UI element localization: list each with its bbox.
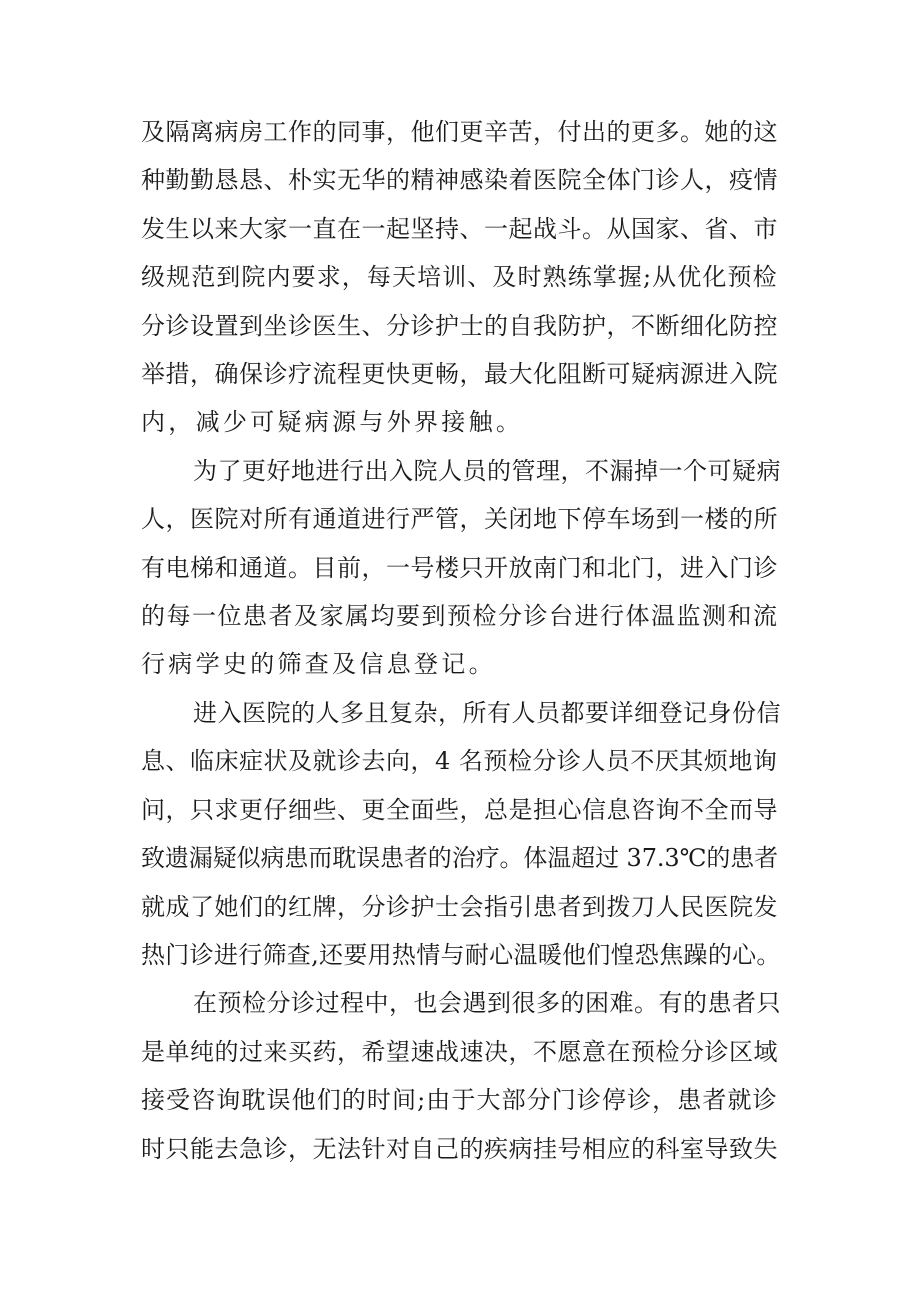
text-line: 时只能去急诊，无法针对自己的疾病挂号相应的科室导致失 (141, 1134, 778, 1163)
text-line: 人，医院对所有通道进行严管，关闭地下停车场到一楼的所 (141, 505, 778, 534)
paragraph-4 (141, 979, 781, 1173)
text-line: 级规范到院内要求，每天培训、及时熟练掌握;从优化预检 (141, 263, 778, 292)
text-line: 种勤勤恳恳、朴实无华的精神感染着医院全体门诊人，疫情 (141, 166, 778, 195)
text-line: 行病学史的筛查及信息登记。 (141, 650, 496, 679)
text-line: 就成了她们的红牌，分诊护士会指引患者到拨刀人民医院发 (141, 892, 778, 921)
text-line: 致遗漏疑似病患而耽误患者的治疗。体温超过 37.3℃的患者 (141, 844, 779, 873)
text-line-indented: 在预检分诊过程中，也会遇到很多的困难。有的患者只 (193, 989, 781, 1018)
paragraph-2 (141, 447, 781, 689)
paragraph-3 (141, 689, 781, 979)
text-line: 问，只求更仔细些、更全面些，总是担心信息咨询不全而导 (141, 795, 778, 824)
paragraph-1 (141, 108, 781, 447)
text-line: 热门诊进行筛查,还要用热情与耐心温暖他们惶恐焦躁的心。 (141, 940, 781, 969)
text-line: 发生以来大家一直在一起坚持、一起战斗。从国家、省、市 (141, 214, 778, 243)
text-line: 分诊设置到坐诊医生、分诊护士的自我防护，不断细化防控 (141, 311, 778, 340)
text-line: 内，减少可疑病源与外界接触。 (141, 408, 524, 437)
text-line: 接受咨询耽误他们的时间;由于大部分门诊停诊，患者就诊 (141, 1086, 778, 1115)
text-line-indented: 进入医院的人多且复杂，所有人员都要详细登记身份信 (193, 698, 781, 727)
text-line: 有电梯和通道。目前，一号楼只开放南门和北门，进入门诊 (141, 553, 778, 582)
text-line: 的每一位患者及家属均要到预检分诊台进行体温监测和流 (141, 602, 779, 631)
text-line: 是单纯的过来买药，希望速战速决，不愿意在预检分诊区域 (141, 1037, 778, 1066)
text-line: 及隔离病房工作的同事，他们更辛苦，付出的更多。她的这 (141, 118, 778, 146)
text-line-indented: 为了更好地进行出入院人员的管理，不漏掉一个可疑病 (193, 456, 781, 485)
text-line: 息、临床症状及就诊去向，4 名预检分诊人员不厌其烦地询 (141, 747, 778, 776)
text-line: 举措，确保诊疗流程更快更畅，最大化阻断可疑病源进入院 (141, 360, 778, 389)
document-body (141, 108, 781, 1173)
